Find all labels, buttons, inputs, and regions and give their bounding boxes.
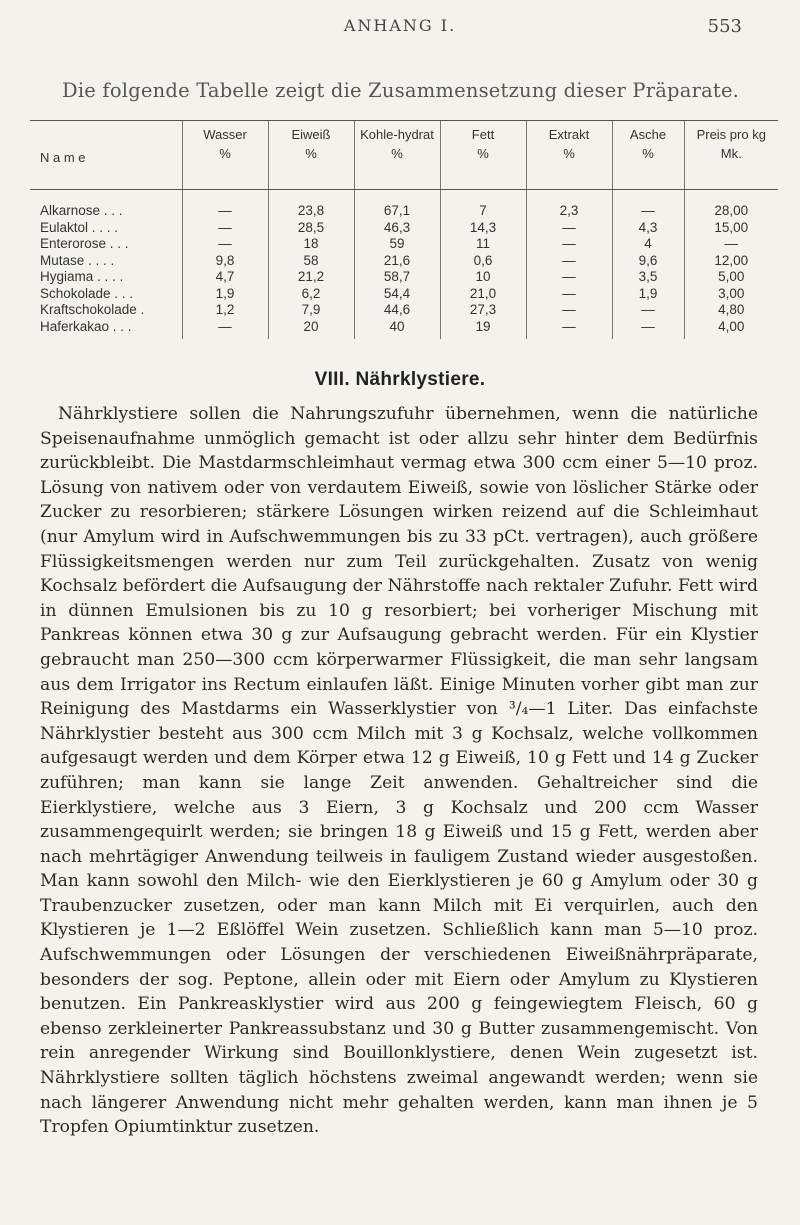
table-cell: 46,3 — [354, 220, 440, 237]
table-row — [30, 190, 778, 220]
composition-table — [30, 120, 778, 339]
table-cell: — — [526, 286, 612, 303]
table-cell: 18 — [268, 236, 354, 253]
table-cell: 6,2 — [268, 286, 354, 303]
header-name: N a m e — [30, 121, 182, 190]
header-preis: Preis pro kg Mk. — [684, 121, 778, 190]
table-cell: 21,6 — [354, 253, 440, 270]
table-row — [30, 302, 778, 319]
table-row — [30, 253, 778, 270]
page-number: 553 — [707, 16, 742, 37]
table-cell: 12,00 — [684, 253, 778, 270]
table-cell-name: Mutase . . . . — [40, 252, 115, 268]
table-cell: 21,2 — [268, 269, 354, 286]
table-cell-name: Schokolade . . . — [40, 285, 134, 301]
table-cell: — — [612, 190, 684, 220]
table-cell: 19 — [440, 319, 526, 340]
running-head-title: ANHANG I. — [343, 16, 457, 35]
table-cell: 9,8 — [182, 253, 268, 270]
table-cell: — — [526, 269, 612, 286]
table-cell: 5,00 — [684, 269, 778, 286]
header-fett: Fett % — [440, 121, 526, 190]
table-cell: — — [526, 236, 612, 253]
table-cell: — — [182, 319, 268, 340]
table-cell: — — [526, 319, 612, 340]
body-paragraph: Nährklystiere sollen die Nahrungszufuhr übernehmen, wenn die natürliche Speisenaufnahme unmöglich gemacht ist oder allzu sehr hinter dem Bedürfnis zurückbleibt. Die Mastdarmschleimhaut vermag etwa 300 ccm einer 5—10 proz. Lösung von nativem oder von verdautem Eiweiß, sowie von löslicher Stärke oder Zucker zu resorbieren; stärkere Lösungen wirken reizend auf die Schleimhaut (nur Amylum wird in Aufschwemmungen bis zu 33 pCt. vertragen), auch größere Flüssigkeitsmengen werden nur zum Teil zurückgehalten. Zusatz von wenig Kochsalz befördert die Aufsaugung der Nährstoffe nach rektaler Zufuhr. Fett wird in dünnen Emulsionen bis zu 10 g resorbiert; bei vorheriger Mischung mit Pankreas können etwa 30 g zur Aufsaugung gebracht werden. Für ein Klystier gebraucht man 250—300 ccm körperwarmer Flüssigkeit, die man sehr langsam aus dem Irrigator ins Rectum einlaufen läßt. Einige Minuten vorher gibt man zur Reinigung des Mastdarms ein Wasserklystier von ³/₄—1 Liter. Das einfachste Nährklystier besteht aus 300 ccm Milch mit 3 g Kochsalz, welche vollkommen aufgesaugt werden und dem Körper etwa 12 g Eiweiß, 10 g Fett und 14 g Zucker zuführen; man kann sie lange Zeit anwenden. Gehaltreicher sind die Eierklystiere, welche aus 3 Eiern, 3 g Kochsalz und 200 ccm Wasser zusammengequirlt werden; sie bringen 18 g Eiweiß und 15 g Fett, werden aber nach mehrtägiger Anwendung teilweis in fauligem Zustand wieder ausgestoßen. Man kann sowohl den Milch- wie den Eierklystieren je 60 g Amylum oder 30 g Traubenzucker zusetzen, oder man kann Milch mit Ei verquirlen, auch den Klystieren je 1—2 Eßlöffel Wein zusetzen. Schließlich kann man 5—10 proz. Aufschwemmungen oder Lösungen der verschiedenen Eiweißnährpräparate, besonders der sog. Peptone, allein oder mit Eiern oder Amylum zu Klystieren benutzen. Ein Pankreasklystier wird aus 200 g feingewiegtem Fleisch, 60 g ebenso zerkleinerter Pankreassubstanz und 30 g Butter zusammengemischt. Von rein anregender Wirkung sind Bouillonklystiere, denen Wein zugesetzt ist. Nährklystiere sollten täglich höchstens zweimal angewandt werden; wenn sie nach längerer Anwendung nicht mehr gehalten werden, kann man ihnen je 5 Tropfen Opiumtinktur zusetzen. — [40, 404, 758, 1138]
table-cell: 14,3 — [440, 220, 526, 237]
table-cell: 44,6 — [354, 302, 440, 319]
table-cell-name: Hygiama . . . . — [40, 269, 124, 284]
table-cell: 7 — [440, 190, 526, 220]
table-cell: 1,9 — [182, 286, 268, 303]
table-body — [30, 190, 778, 340]
table-cell: 28,00 — [684, 190, 778, 220]
table-cell: 40 — [354, 319, 440, 340]
table-cell: 67,1 — [354, 190, 440, 220]
table-cell: 1,9 — [612, 286, 684, 303]
table-cell: 21,0 — [440, 286, 526, 303]
table-cell: — — [526, 253, 612, 270]
table-cell-name: Kraftschokolade . — [40, 302, 145, 317]
table-cell: 1,2 — [182, 302, 268, 319]
table-cell: — — [612, 319, 684, 340]
table-cell: — — [684, 236, 778, 253]
table-cell: 15,00 — [684, 220, 778, 237]
table-header-row — [30, 121, 778, 190]
table-cell: 54,4 — [354, 286, 440, 303]
table-row — [30, 236, 778, 253]
header-wasser: Wasser % — [182, 121, 268, 190]
table-cell: — — [526, 302, 612, 319]
table-cell: 7,9 — [268, 302, 354, 319]
table-cell: 2,3 — [526, 190, 612, 220]
table-cell-name: Enterorose . . . — [40, 236, 129, 251]
table-row — [30, 286, 778, 303]
table-cell: — — [526, 220, 612, 237]
header-kohlehydrat: Kohle-hydrat % — [354, 121, 440, 190]
table-cell: 58 — [268, 253, 354, 270]
section-heading: VIII. Nährklystiere. — [314, 369, 486, 390]
header-asche: Asche % — [612, 121, 684, 190]
running-head — [0, 16, 800, 40]
table-cell: 4,7 — [182, 269, 268, 286]
table-cell: 11 — [440, 236, 526, 253]
header-extrakt: Extrakt % — [526, 121, 612, 190]
table-row — [30, 319, 778, 340]
table-cell: 4,3 — [612, 220, 684, 237]
table-cell: — — [182, 220, 268, 237]
table-cell: 23,8 — [268, 190, 354, 220]
table-row — [30, 220, 778, 237]
header-eiweiss: Eiweiß % — [268, 121, 354, 190]
table-cell: 27,3 — [440, 302, 526, 319]
intro-sentence: Die folgende Tabelle zeigt die Zusammensetzung dieser Präparate. — [62, 79, 740, 102]
table-cell-name: Eulaktol . . . . — [40, 219, 119, 235]
table-cell: — — [612, 302, 684, 319]
table-cell: 3,5 — [612, 269, 684, 286]
table-cell: — — [182, 236, 268, 253]
table-cell: 59 — [354, 236, 440, 253]
table-cell: 4 — [612, 236, 684, 253]
table-cell: 4,80 — [684, 302, 778, 319]
table-cell: — — [182, 190, 268, 220]
table-cell-name: Alkarnose . . . — [40, 203, 123, 218]
table-cell: 4,00 — [684, 319, 778, 340]
table-cell: 0,6 — [440, 253, 526, 270]
body-text — [40, 402, 758, 1140]
table-cell: 28,5 — [268, 220, 354, 237]
table-cell-name: Haferkakao . . . — [40, 318, 132, 334]
table-cell: 20 — [268, 319, 354, 340]
table-cell: 9,6 — [612, 253, 684, 270]
table-cell: 58,7 — [354, 269, 440, 286]
table-row — [30, 269, 778, 286]
table-cell: 3,00 — [684, 286, 778, 303]
table-cell: 10 — [440, 269, 526, 286]
